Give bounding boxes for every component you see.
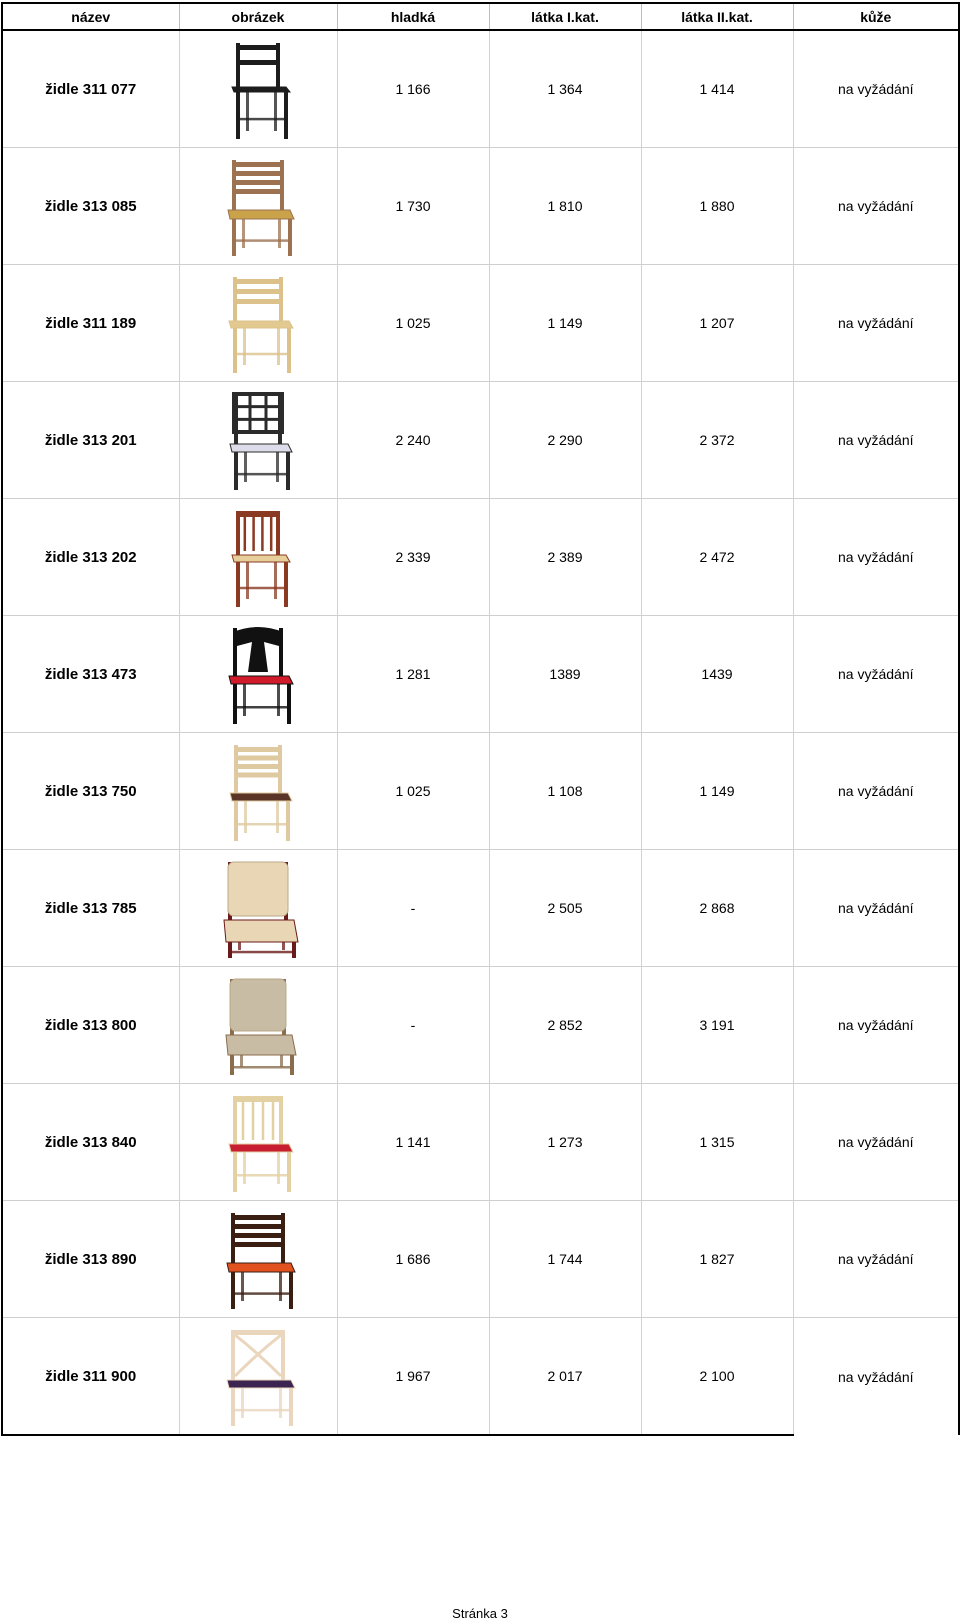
header-obrazek: obrázek xyxy=(179,3,337,30)
table-row xyxy=(2,850,959,967)
product-name: židle 313 840 xyxy=(2,1084,179,1201)
spindle-back-chair-icon xyxy=(179,499,337,616)
table-row xyxy=(2,265,959,382)
table-row xyxy=(2,616,959,733)
price-kuze: na vyžádání xyxy=(793,1201,959,1318)
price-kuze: na vyžádání xyxy=(793,616,959,733)
price-kuze: na vyžádání xyxy=(793,265,959,382)
price-latka-2: 1 880 xyxy=(641,148,793,265)
price-kuze: na vyžádání xyxy=(793,733,959,850)
price-latka-2: 2 372 xyxy=(641,382,793,499)
price-hladka: 1 730 xyxy=(337,148,489,265)
price-latka-2: 1 414 xyxy=(641,30,793,148)
price-latka-2: 1 207 xyxy=(641,265,793,382)
header-kuze: kůže xyxy=(793,3,959,30)
table-row xyxy=(2,1201,959,1318)
table-row xyxy=(2,499,959,616)
price-kuze: na vyžádání xyxy=(793,1318,959,1436)
light-wood-ladder-chair-icon xyxy=(179,265,337,382)
price-latka-2: 1 315 xyxy=(641,1084,793,1201)
product-name: židle 313 785 xyxy=(2,850,179,967)
header-latka-2: látka II.kat. xyxy=(641,3,793,30)
upholstered-cream-chair-icon xyxy=(179,850,337,967)
price-kuze: na vyžádání xyxy=(793,967,959,1084)
black-tavern-chair-icon xyxy=(179,616,337,733)
price-latka-1: 2 017 xyxy=(489,1318,641,1436)
table-row xyxy=(2,967,959,1084)
price-latka-1: 2 290 xyxy=(489,382,641,499)
price-hladka: 1 166 xyxy=(337,30,489,148)
cross-back-purple-seat-chair-icon xyxy=(179,1318,337,1436)
price-latka-2: 3 191 xyxy=(641,967,793,1084)
price-latka-2: 2 868 xyxy=(641,850,793,967)
price-hladka: 1 141 xyxy=(337,1084,489,1201)
price-hladka: - xyxy=(337,850,489,967)
page-number: Stránka 3 xyxy=(452,1606,508,1621)
price-kuze: na vyžádání xyxy=(793,30,959,148)
price-latka-1: 2 852 xyxy=(489,967,641,1084)
price-hladka: 2 240 xyxy=(337,382,489,499)
price-kuze: na vyžádání xyxy=(793,382,959,499)
price-hladka: - xyxy=(337,967,489,1084)
price-latka-1: 1389 xyxy=(489,616,641,733)
price-hladka: 1 281 xyxy=(337,616,489,733)
price-latka-2: 1 149 xyxy=(641,733,793,850)
product-name: židle 313 202 xyxy=(2,499,179,616)
product-name: židle 311 900 xyxy=(2,1318,179,1436)
product-name: židle 313 750 xyxy=(2,733,179,850)
price-latka-1: 2 389 xyxy=(489,499,641,616)
dark-ladder-orange-seat-chair-icon xyxy=(179,1201,337,1318)
product-name: židle 313 085 xyxy=(2,148,179,265)
product-name: židle 313 800 xyxy=(2,967,179,1084)
price-latka-2: 2 472 xyxy=(641,499,793,616)
table-row xyxy=(2,1084,959,1201)
price-latka-2: 2 100 xyxy=(641,1318,793,1436)
price-hladka: 2 339 xyxy=(337,499,489,616)
price-latka-2: 1439 xyxy=(641,616,793,733)
product-name: židle 311 077 xyxy=(2,30,179,148)
price-latka-1: 2 505 xyxy=(489,850,641,967)
table-row xyxy=(2,733,959,850)
price-latka-1: 1 364 xyxy=(489,30,641,148)
product-name: židle 313 201 xyxy=(2,382,179,499)
price-latka-1: 1 149 xyxy=(489,265,641,382)
price-latka-1: 1 810 xyxy=(489,148,641,265)
header-hladka: hladká xyxy=(337,3,489,30)
header-nazev: název xyxy=(2,3,179,30)
price-latka-1: 1 273 xyxy=(489,1084,641,1201)
price-kuze: na vyžádání xyxy=(793,1084,959,1201)
price-hladka: 1 967 xyxy=(337,1318,489,1436)
price-hladka: 1 025 xyxy=(337,265,489,382)
table-row xyxy=(2,382,959,499)
product-name: židle 313 473 xyxy=(2,616,179,733)
table-row xyxy=(2,148,959,265)
product-name: židle 313 890 xyxy=(2,1201,179,1318)
price-table xyxy=(1,2,960,1436)
price-hladka: 1 025 xyxy=(337,733,489,850)
price-latka-2: 1 827 xyxy=(641,1201,793,1318)
ladder-back-upholstered-chair-icon xyxy=(179,148,337,265)
chiavari-red-seat-chair-icon xyxy=(179,1084,337,1201)
table-row xyxy=(2,1318,959,1436)
product-name: židle 311 189 xyxy=(2,265,179,382)
header-latka-1: látka I.kat. xyxy=(489,3,641,30)
price-hladka: 1 686 xyxy=(337,1201,489,1318)
price-latka-1: 1 108 xyxy=(489,733,641,850)
upholstered-beige-chair-icon xyxy=(179,967,337,1084)
price-latka-1: 1 744 xyxy=(489,1201,641,1318)
price-kuze: na vyžádání xyxy=(793,148,959,265)
price-kuze: na vyžádání xyxy=(793,850,959,967)
table-header-row xyxy=(2,3,959,30)
table-row xyxy=(2,30,959,148)
ladder-back-brown-seat-chair-icon xyxy=(179,733,337,850)
black-bistro-chair-icon xyxy=(179,30,337,148)
black-lattice-back-chair-icon xyxy=(179,382,337,499)
price-kuze: na vyžádání xyxy=(793,499,959,616)
